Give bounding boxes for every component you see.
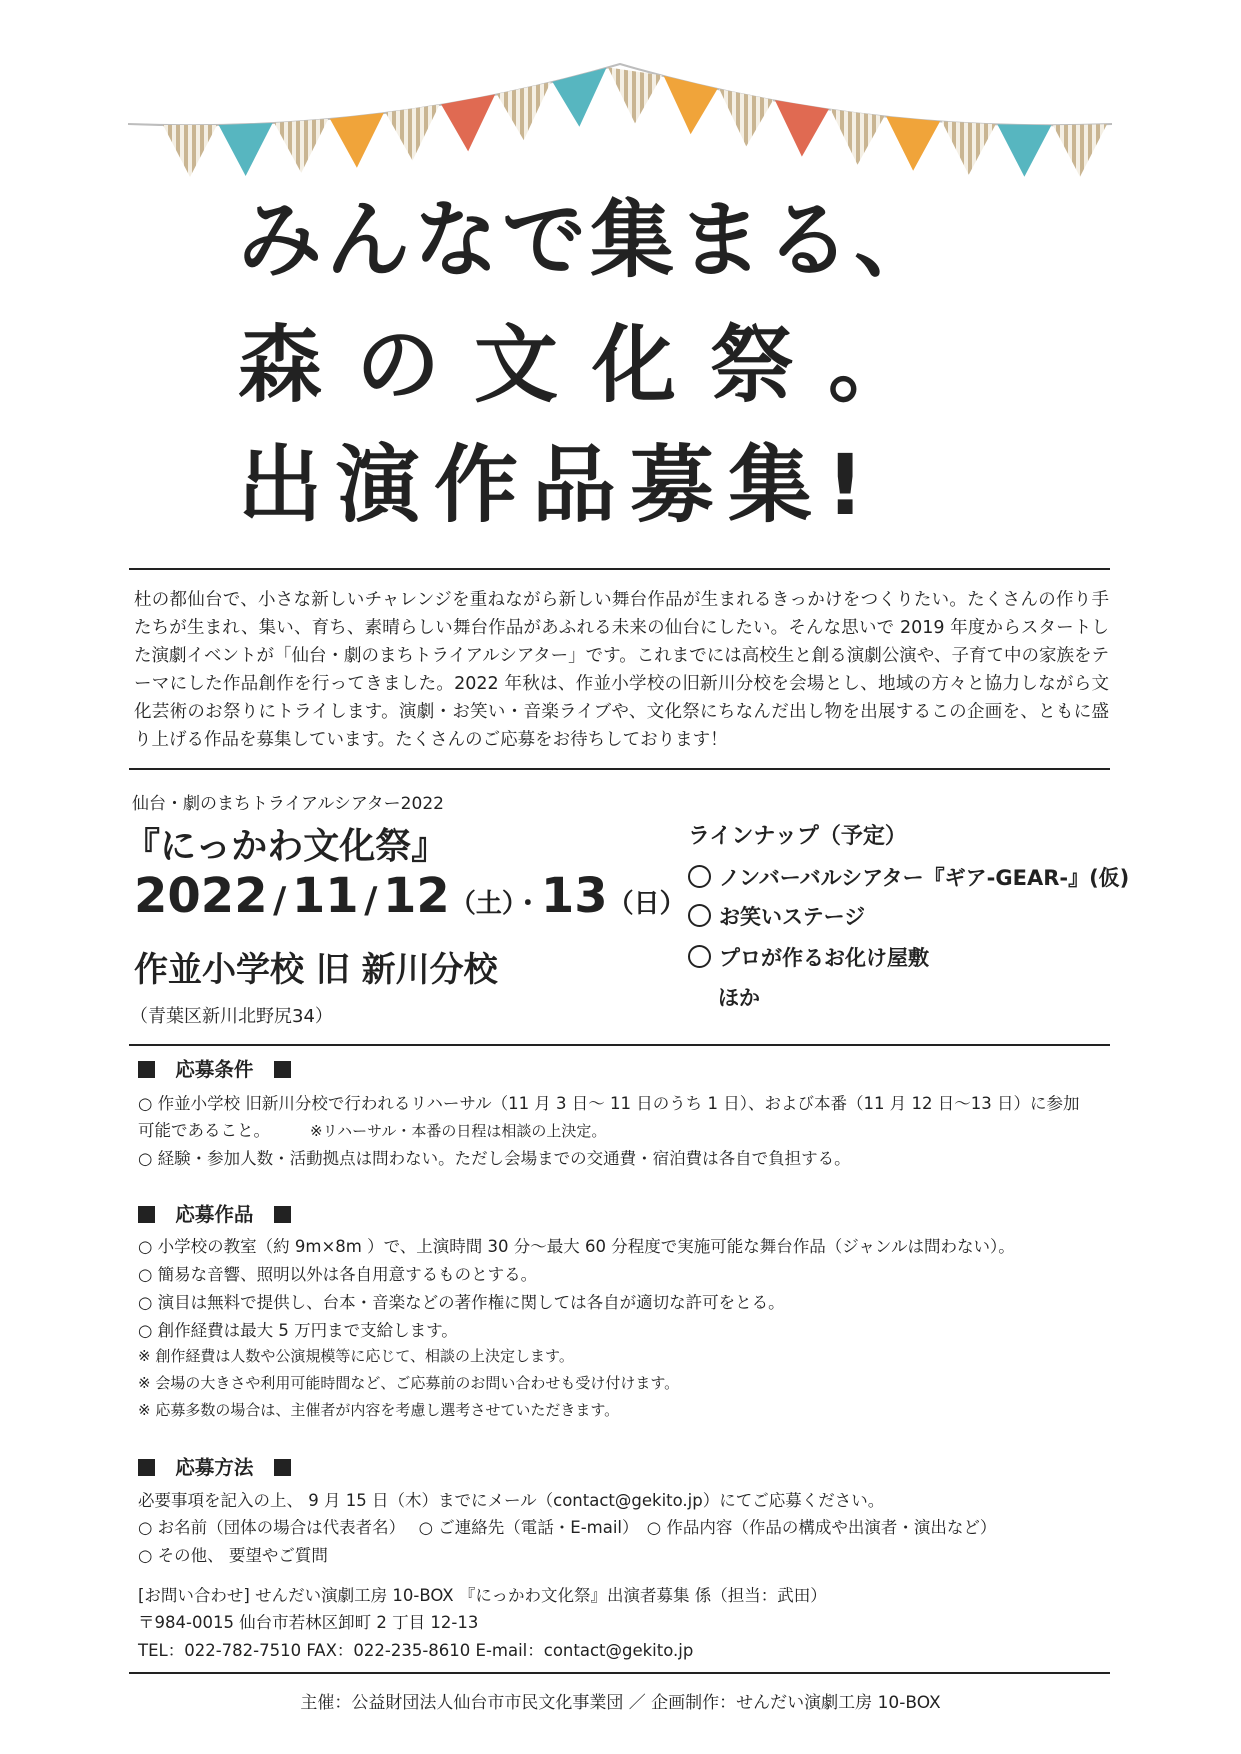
bunting-flag <box>441 94 495 151</box>
method-line: ○ その他、 要望やご質問 <box>138 1546 328 1565</box>
bunting-decoration <box>0 0 1241 190</box>
works-line: ○ 小学校の教室（約 9m×8m ）で、上演時間 30 分～最大 60 分程度で実施可能な舞台作品（ジャンルは問わない）。 <box>138 1237 1015 1256</box>
method-line: ○ お名前（団体の場合は代表者名） ○ ご連絡先（電話・E-mail） ○ 作品内容（作品の構成や出演者・演出など） <box>138 1518 997 1537</box>
works-note: ※ 会場の大きさや利用可能時間など、ご応募前のお問い合わせも受け付けます。 <box>138 1374 680 1392</box>
section-title-works: 応募作品 <box>138 1199 291 1227</box>
bunting-flag <box>163 125 217 177</box>
lineup-item: プロが作るお化け屋敷 <box>688 942 929 972</box>
venue-address: （青葉区新川北野尻34） <box>130 1006 333 1027</box>
section-title-conditions: 応募条件 <box>138 1054 291 1082</box>
circle-icon <box>688 945 711 968</box>
circle-icon <box>688 865 711 888</box>
date-year: 2022 <box>134 868 268 924</box>
intro-paragraph: 杜の都仙台で、小さな新しいチャレンジを重ねながら新しい舞台作品が生まれるきっかけをつくりたい。たくさんの作り手たちが生まれ、集い、育ち、素晴らしい舞台作品があふれる未来の仙台にしたい。そんな思いで 2019 年度からスタートした演劇イベントが「仙台・劇のまちトライアルシアター」です。これまでには高校生と創る演劇公演や、子育て中の家族をテーマにした作品創作を行ってきました。2022 年秋は、作並小学校の旧新川分校を会場とし、地域の方々と協力しながら文化芸術のお祭りにトライします。演劇・お笑い・音楽ライブや、文化祭にちなんだ出し物を出展するこの企画を、ともに盛り上げる作品を募集しています。たくさんのご応募をお待ちしております！ <box>134 590 1109 750</box>
date-day-1: 12 <box>383 868 450 924</box>
bunting-flag <box>942 121 996 174</box>
date-slash: / <box>364 880 378 921</box>
bunting-flag <box>497 82 551 140</box>
works-line: ○ 簡易な音響、照明以外は各自用意するものとする。 <box>138 1265 538 1284</box>
lineup-more: ほか <box>718 986 760 1010</box>
bunting-flag <box>719 89 773 146</box>
divider <box>129 1044 1110 1046</box>
bunting-flag <box>831 109 885 164</box>
works-note: ※ 応募多数の場合は、主催者が内容を考慮し選考させていただきます。 <box>138 1401 620 1419</box>
bunting-flag <box>552 68 606 127</box>
divider <box>129 1672 1110 1674</box>
event-name: 『にっかわ文化祭』 <box>124 826 448 867</box>
date-month: 11 <box>291 868 359 924</box>
circle-icon <box>688 904 711 927</box>
bunting-flag <box>886 116 940 170</box>
divider <box>129 768 1110 770</box>
contact-line: 〒984-0015 仙台市若林区卸町 2 丁目 12-13 <box>138 1613 479 1632</box>
bunting-flag <box>219 123 273 176</box>
venue: 作並小学校 旧 新川分校 <box>134 950 498 990</box>
lineup-title: ラインナップ（予定） <box>688 824 907 849</box>
bunting-flag <box>664 76 718 134</box>
date-separator: ・ <box>514 889 541 919</box>
square-icon <box>274 1206 291 1223</box>
works-line: ○ 演目は無料で提供し、台本・音楽などの著作権に関しては各自が適切な許可をとる。 <box>138 1293 785 1312</box>
event-date <box>134 868 686 924</box>
bunting-flag <box>386 105 440 161</box>
divider <box>129 568 1110 570</box>
bunting-flag <box>330 113 384 168</box>
date-day-2: 13 <box>540 868 608 924</box>
section-title-method: 応募方法 <box>138 1452 291 1480</box>
headline-line-1: みんなで集まる、 <box>238 191 943 289</box>
works-note: ※ 創作経費は人数や公演規模等に応じて、相談の上決定します。 <box>138 1347 574 1365</box>
method-line: 必要事項を記入の上、 9 月 15 日（木）までにメール（contact@gekito.jp）にてご応募ください。 <box>138 1491 885 1510</box>
contact-line: [お問い合わせ] せんだい演劇工房 10-BOX 『にっかわ文化祭』出演者募集 係（担当：武田） <box>138 1586 827 1605</box>
date-dow-2: （日） <box>607 889 686 919</box>
series-title: 仙台・劇のまちトライアルシアター2022 <box>132 794 444 814</box>
contact-line: TEL：022-782-7510 FAX：022-235-8610 E-mail：contact@gekito.jp <box>138 1641 694 1660</box>
condition-line: 可能であること。 ※リハーサル・本番の日程は相談の上決定。 <box>138 1121 607 1140</box>
condition-line: ○ 作並小学校 旧新川分校で行われるリハーサル（11 月 3 日～ 11 日のうち 1 日）、および本番（11 月 12 日～13 日）に参加 <box>138 1094 1080 1113</box>
lineup-item: ノンバーバルシアター『ギア-GEAR-』(仮) <box>688 862 1129 892</box>
square-icon <box>138 1206 155 1223</box>
headline-line-3: 出演作品募集! <box>238 436 879 534</box>
works-line: ○ 創作経費は最大 5 万円まで支給します。 <box>138 1321 458 1340</box>
headline-line-2: 森の文化祭。 <box>238 316 947 414</box>
square-icon <box>138 1459 155 1476</box>
bunting-flag <box>775 100 829 156</box>
footer-credits: 主催：公益財団法人仙台市市民文化事業団 ／ 企画制作：せんだい演劇工房 10-BOX <box>300 1693 941 1713</box>
square-icon <box>274 1061 291 1078</box>
date-dow-1: （土） <box>449 889 515 919</box>
bunting-flag <box>1053 124 1107 177</box>
square-icon <box>138 1061 155 1078</box>
bunting-flag <box>997 124 1051 176</box>
lineup-item: お笑いステージ <box>688 901 865 931</box>
condition-line: ○ 経験・参加人数・活動拠点は問わない。ただし会場までの交通費・宿泊費は各自で負担する。 <box>138 1149 851 1168</box>
bunting-flag <box>274 119 328 173</box>
square-icon <box>274 1459 291 1476</box>
date-slash: / <box>273 880 287 921</box>
bunting-flag <box>608 67 662 123</box>
